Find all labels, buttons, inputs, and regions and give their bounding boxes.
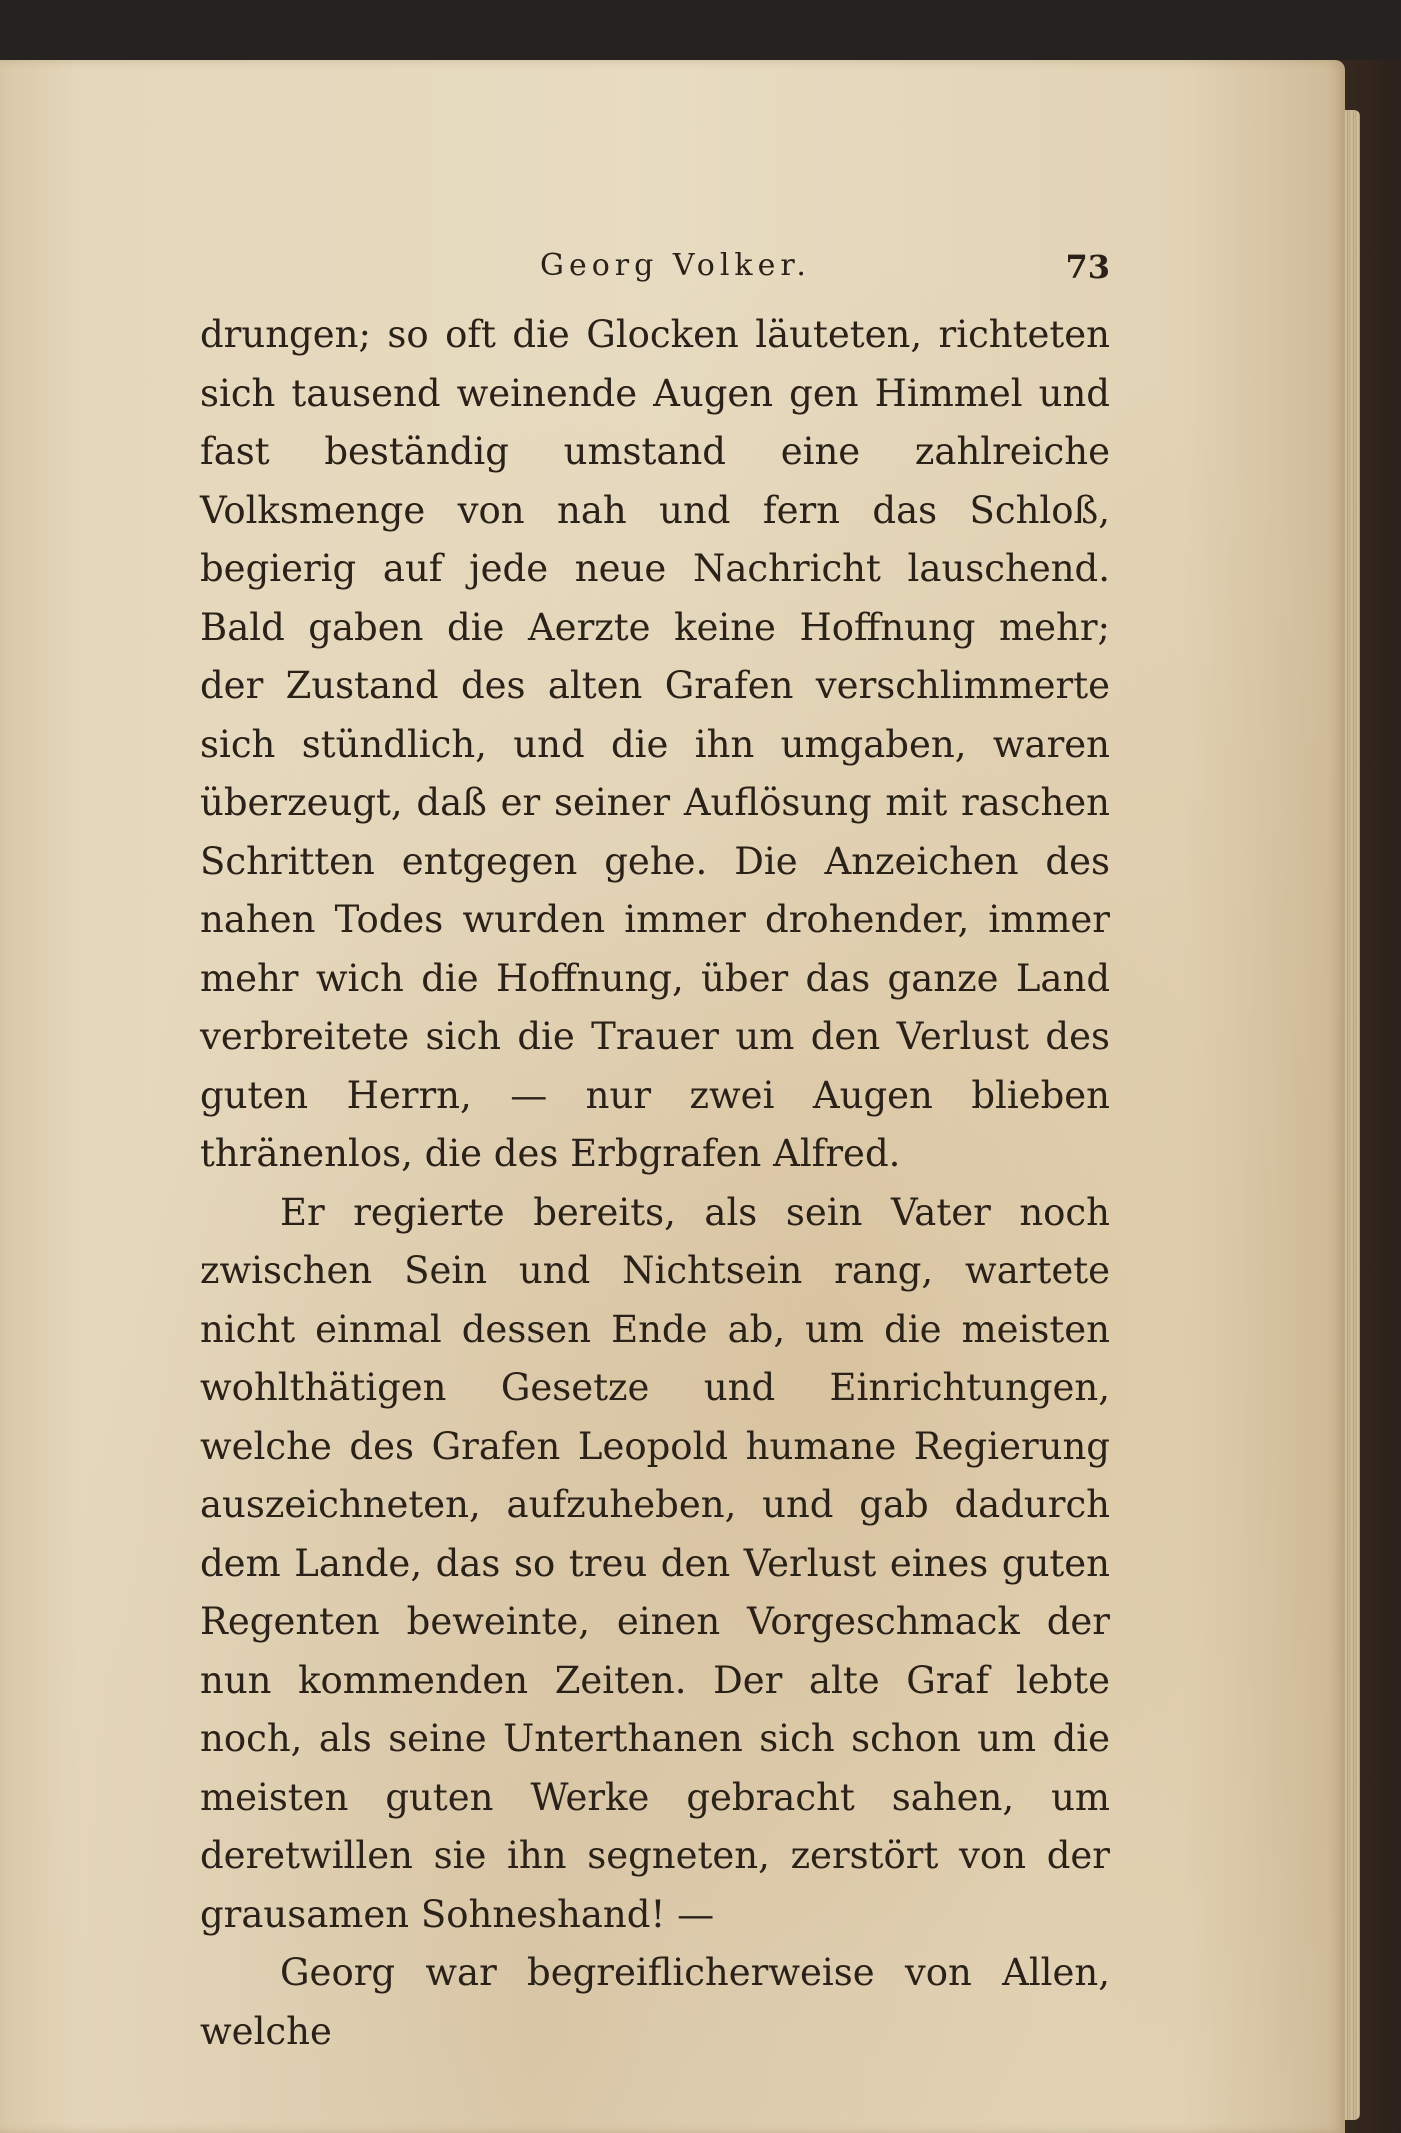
- page-content: [200, 238, 1110, 2061]
- paragraph-1: drungen; so oft die Glocken läuteten, richteten sich tausend weinende Augen gen Himmel und fast beständig umstand eine zahlreiche Volksmenge von nah und fern das Schloß, begierig auf jede neue Nachricht lauschend. Bald gaben die Aerzte keine Hoffnung mehr; der Zustand des alten Grafen verschlimmerte sich stündlich, und die ihn umgaben, waren überzeugt, daß er seiner Auflösung mit raschen Schritten entgegen gehe. Die Anzeichen des nahen Todes wurden immer drohender, immer mehr wich die Hoffnung, über das ganze Land verbreitete sich die Trauer um den Verlust des guten Herrn, — nur zwei Augen blieben thränenlos, die des Erbgrafen Alfred.: [200, 313, 1110, 1175]
- paragraph-2: Er regierte bereits, als sein Vater noch zwischen Sein und Nichtsein rang, wartete nicht einmal dessen Ende ab, um die meisten wohlthätigen Gesetze und Einrichtungen, welche des Grafen Leopold humane Regierung auszeichneten, aufzuheben, und gab dadurch dem Lande, das so treu den Verlust eines guten Regenten beweinte, einen Vorgeschmack der nun kommenden Zeiten. Der alte Graf lebte noch, als seine Unterthanen sich schon um die meisten guten Werke gebracht sahen, um deretwillen sie ihn segneten, zerstört von der grausamen Sohneshand! —: [200, 1190, 1110, 1936]
- book-page: [0, 60, 1345, 2133]
- page-number: 73: [1065, 248, 1110, 286]
- running-head-title: Georg Volker.: [540, 248, 811, 283]
- paragraph-3: Georg war begreiflicherweise von Allen, welche: [200, 1951, 1110, 2053]
- running-head: [200, 238, 1110, 288]
